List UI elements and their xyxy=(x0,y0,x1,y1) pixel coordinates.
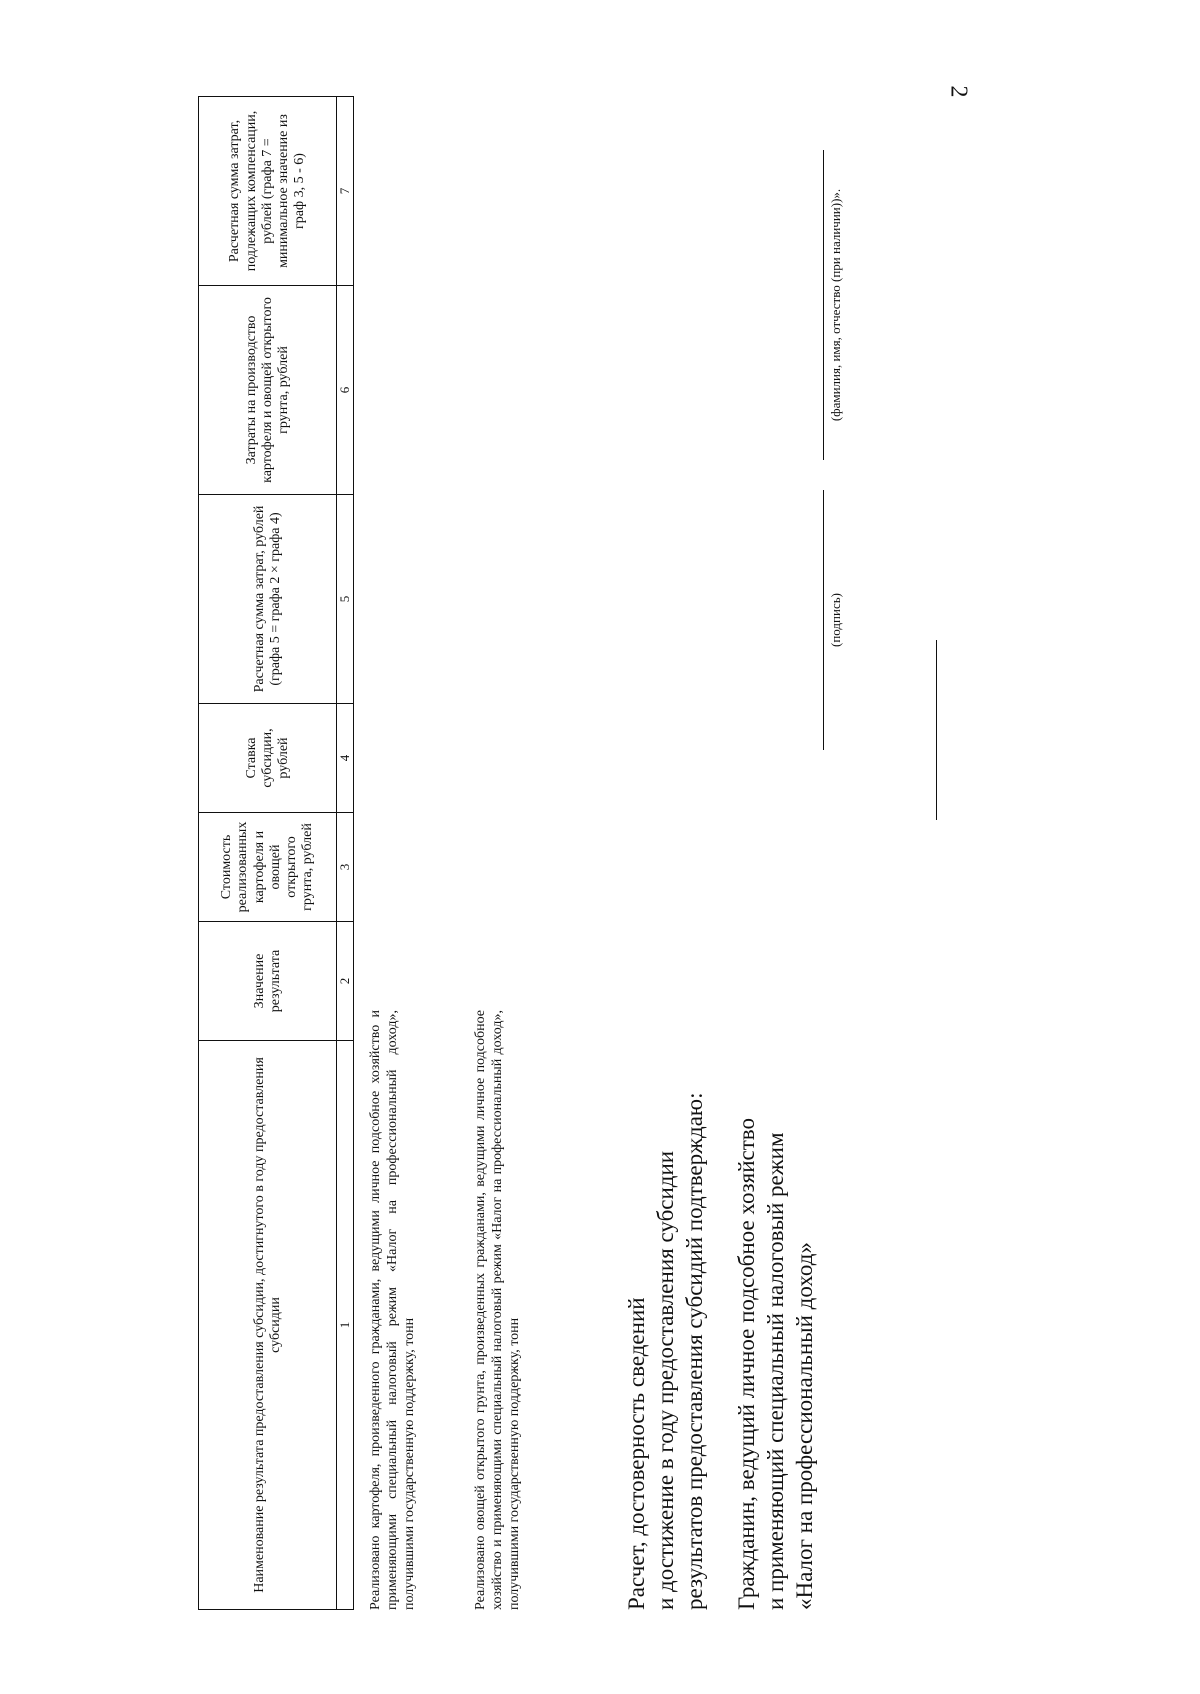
column-number: 6 xyxy=(337,286,354,495)
page-number: 2 xyxy=(945,85,972,98)
citizen-line: Гражданин, ведущий личное подсобное хозяйство xyxy=(734,1118,759,1610)
confirmation-text xyxy=(623,610,709,1610)
citizen-line: и применяющий специальный налоговый режим xyxy=(762,1132,788,1610)
table-row-potato: Реализовано картофеля, произведенного гражданами, ведущими личное подсобное хозяйство и применяющими специальный налоговый режим «Налог на профессиональный доход», получившими государственную поддержку, тонн xyxy=(368,1010,417,1610)
confirmation-line: Расчет, достоверность сведений xyxy=(624,1297,649,1610)
column-header: Значение результата xyxy=(199,922,337,1041)
column-number: 4 xyxy=(337,704,354,813)
column-header: Стоимость реализованных картофеля и овощей открытого грунта, рублей xyxy=(199,813,337,922)
column-header: Затраты на производство картофеля и овощей открытого грунта, рублей xyxy=(199,286,337,495)
signature-line xyxy=(823,490,824,750)
citizen-line: «Налог на профессиональный доход» xyxy=(791,1242,817,1610)
column-number: 5 xyxy=(337,495,354,704)
column-number: 3 xyxy=(337,813,354,922)
date-line xyxy=(936,640,937,820)
column-number: 1 xyxy=(337,1041,354,1610)
column-header: Расчетная сумма затрат, подлежащих компенсации, рублей (графа 7 = минимальное значение из граф 3, 5 - 6) xyxy=(199,97,337,286)
name-caption: (фамилия, имя, отчество (при наличии))». xyxy=(828,188,843,422)
column-number: 7 xyxy=(337,97,354,286)
column-header: Расчетная сумма затрат, рублей (графа 5 = графа 2 × графа 4) xyxy=(199,495,337,704)
column-header: Ставка субсидии, рублей xyxy=(199,704,337,813)
signature-caption: (подпись) xyxy=(828,593,843,647)
column-number: 2 xyxy=(337,922,354,1041)
column-number-row xyxy=(337,97,354,1610)
confirmation-line: и достижение в году предоставления субсидии xyxy=(652,1150,678,1610)
results-table xyxy=(198,96,354,1610)
table-header-row xyxy=(199,97,337,1610)
table-row-vegetables: Реализовано овощей открытого грунта, произведенных гражданами, ведущими личное подсобное хозяйство и применяющими специальный налоговый режим «Налог на профессиональный доход», получившими государственную поддержку, тонн xyxy=(473,1010,522,1610)
citizen-block xyxy=(733,610,819,1610)
confirmation-line: результатов предоставления субсидий подтверждаю: xyxy=(681,1092,707,1610)
document-sheet xyxy=(198,110,978,1610)
column-header: Наименование результата предоставления субсидии, достигнутого в году предоставления субсидии xyxy=(199,1041,337,1610)
name-line xyxy=(823,150,824,460)
